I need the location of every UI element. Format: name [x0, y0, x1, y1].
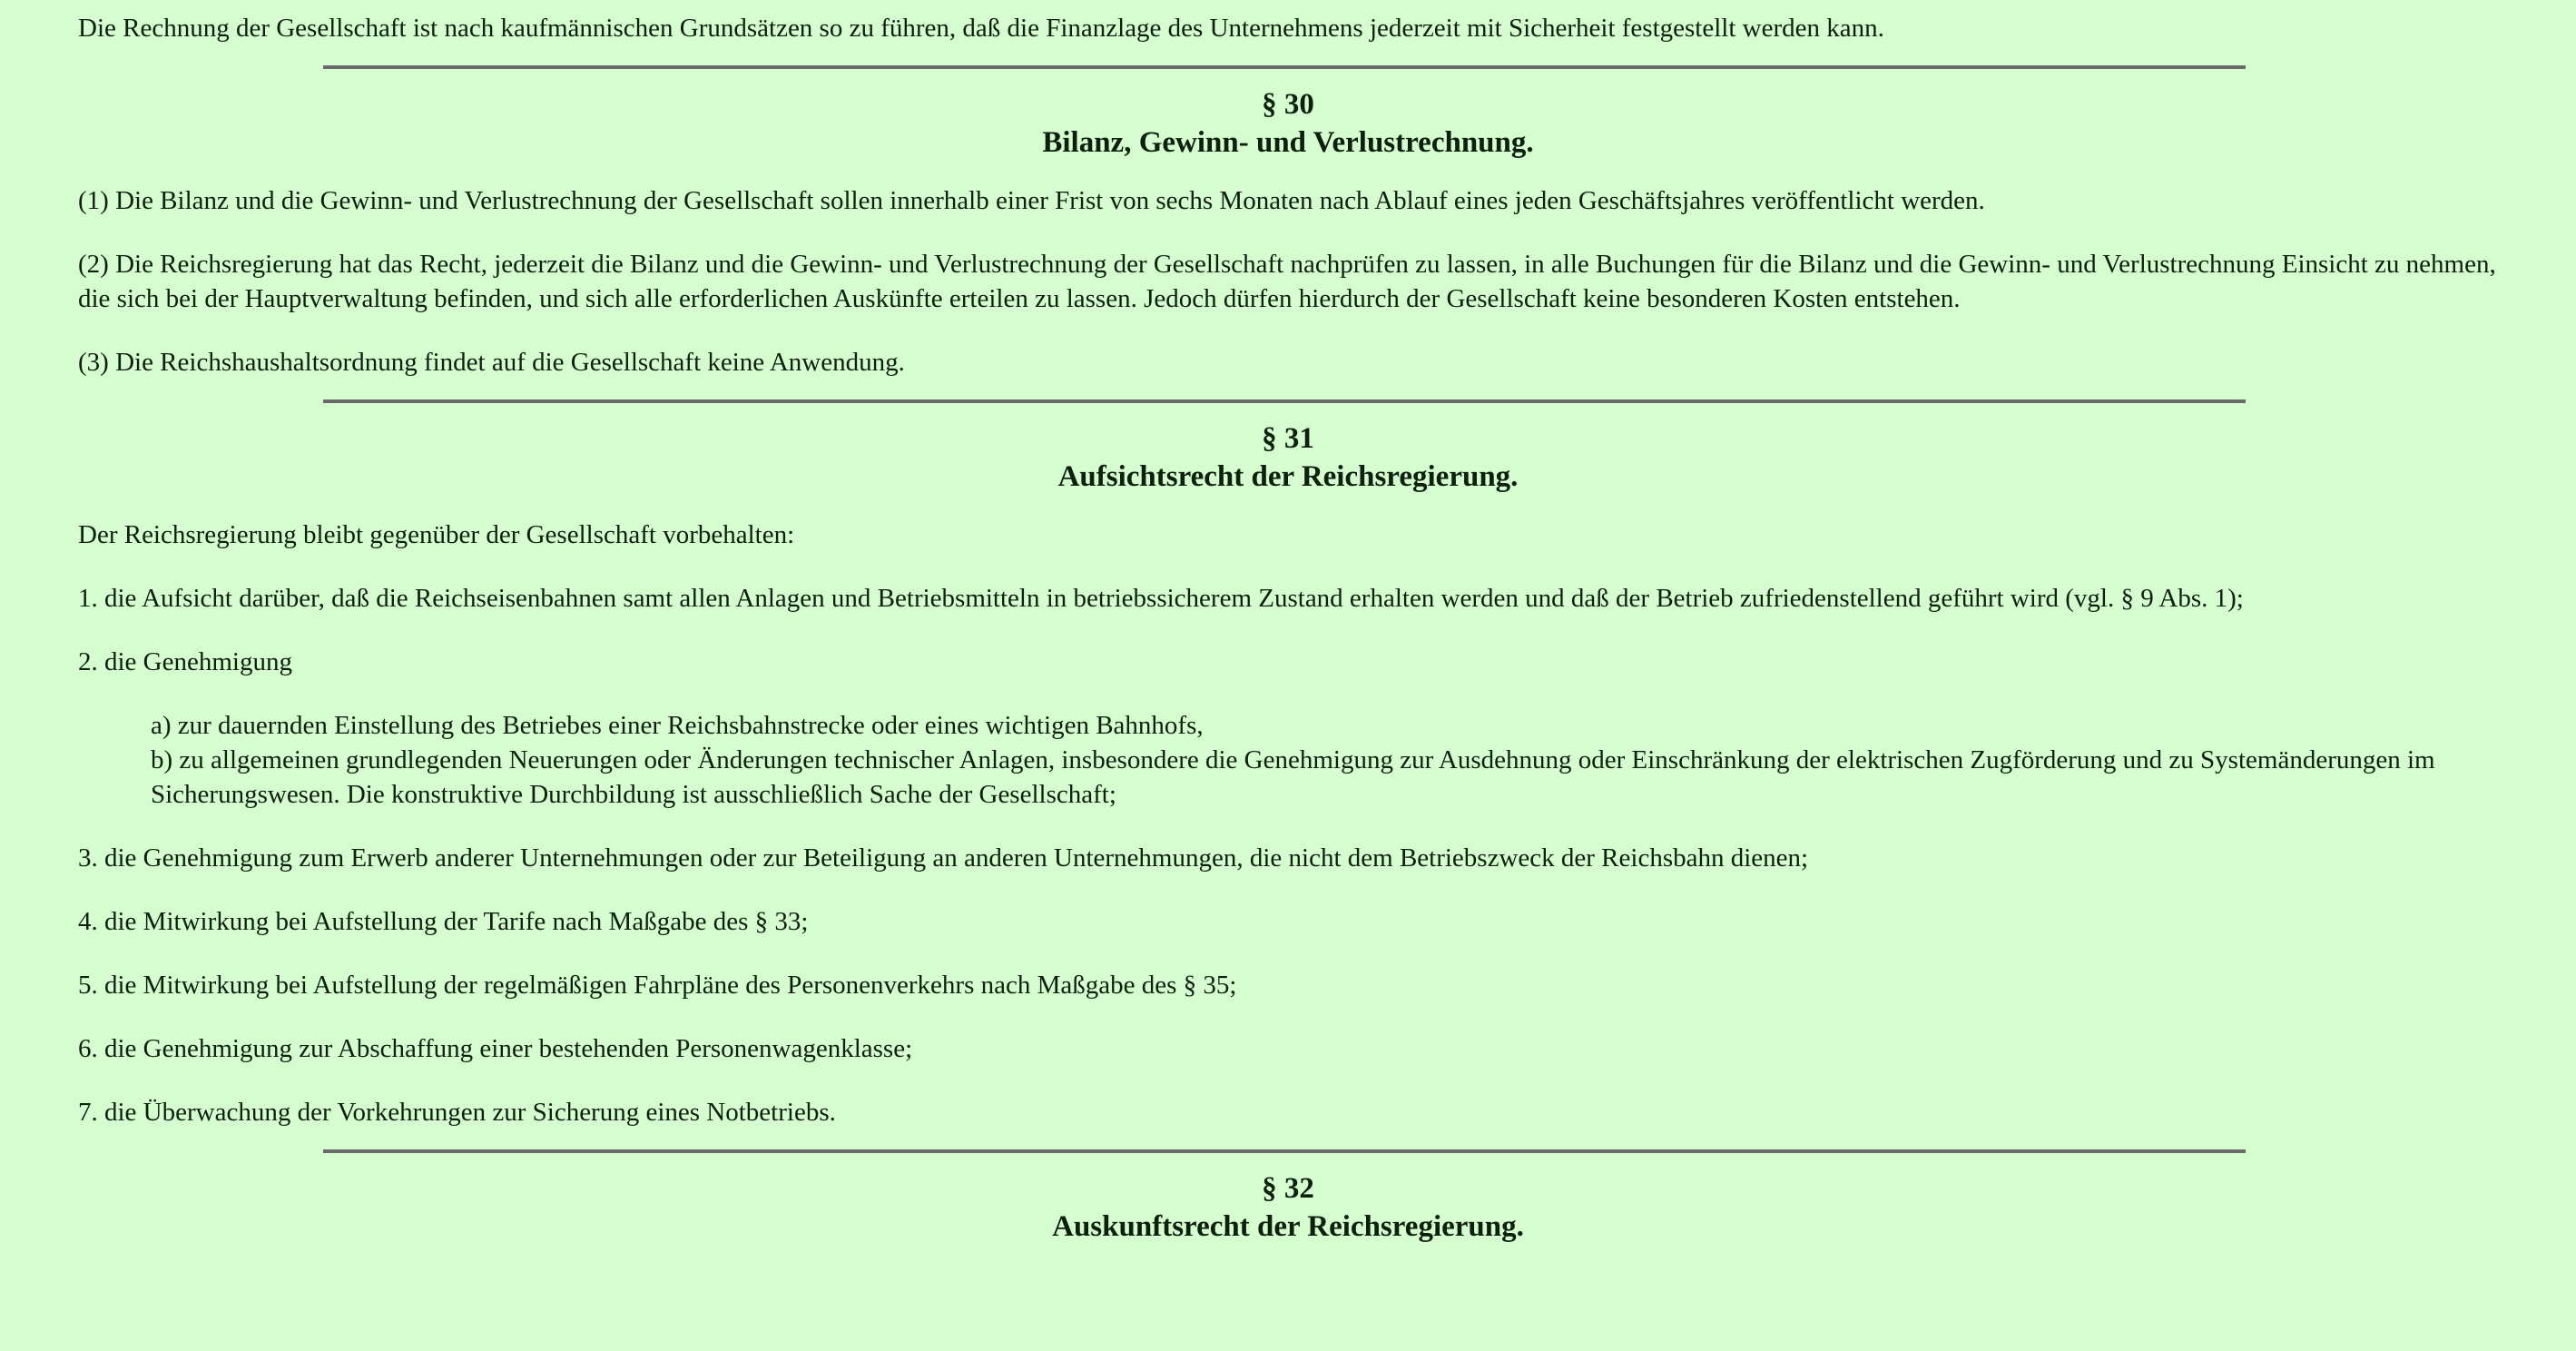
section-31-lead: Der Reichsregierung bleibt gegenüber der Gesellschaft vorbehalten: [78, 520, 795, 549]
intro-paragraph: Die Rechnung der Gesellschaft ist nach kaufmännischen Grundsätzen so zu führen, daß die Finanzlage des Unternehmens jederzeit mit Sicherheit festgestellt werden kann. [78, 14, 1884, 43]
section-31-item-6: 6. die Genehmigung zur Abschaffung einer bestehenden Personenwagenklasse; [78, 1034, 913, 1063]
section-31-subitems [151, 708, 2498, 812]
section-30-title: Bilanz, Gewinn- und Verlustrechnung. [1042, 126, 1534, 159]
section-32-heading [78, 1169, 2498, 1246]
section-31-subitem-a: a) zur dauernden Einstellung des Betriebes einer Reichsbahnstrecke oder eines wichtigen Bahnhofs, [151, 711, 1204, 740]
section-32-title: Auskunftsrecht der Reichsregierung. [1052, 1210, 1524, 1243]
section-31-item-3: 3. die Genehmigung zum Erwerb anderer Unternehmungen oder zur Beteiligung an anderen Unternehmungen, die nicht dem Betriebszweck der Reichsbahn dienen; [78, 843, 1809, 873]
section-31-title: Aufsichtsrecht der Reichsregierung. [1057, 460, 1519, 493]
section-31-item-2: 2. die Genehmigung [78, 647, 292, 676]
section-30-number: § 30 [1262, 88, 1314, 121]
section-30-paragraph-2: (2) Die Reichsregierung hat das Recht, jederzeit die Bilanz und die Gewinn- und Verlustrechnung der Gesellschaft nachprüfen zu lassen, in alle Buchungen für die Bilanz und die Gewinn- und Verlustrechnung Einsicht zu nehmen, die sich bei der Hauptverwaltung befinden, und sich alle erforderlichen Auskünfte erteilen zu lassen. Jedoch dürfen hierdurch der Gesellschaft keine besonderen Kosten entstehen. [78, 250, 2496, 313]
section-31-item-5: 5. die Mitwirkung bei Aufstellung der regelmäßigen Fahrpläne des Personenverkehrs nach Maßgabe des § 35; [78, 971, 1237, 1000]
section-30-paragraph-1: (1) Die Bilanz und die Gewinn- und Verlustrechnung der Gesellschaft sollen innerhalb einer Frist von sechs Monaten nach Ablauf eines jeden Geschäftsjahres veröffentlicht werden. [78, 186, 1985, 215]
section-31-item-1: 1. die Aufsicht darüber, daß die Reichseisenbahnen samt allen Anlagen und Betriebsmitteln in betriebssicherem Zustand erhalten werden und daß der Betrieb zufriedenstellend geführt wird (vgl. § 9 Abs. 1); [78, 584, 2244, 613]
section-divider [323, 399, 2246, 403]
section-31-number: § 31 [1262, 422, 1314, 455]
section-32-number: § 32 [1262, 1172, 1314, 1205]
section-31-item-4: 4. die Mitwirkung bei Aufstellung der Tarife nach Maßgabe des § 33; [78, 907, 809, 936]
section-divider [323, 1149, 2246, 1153]
section-31-heading [78, 419, 2498, 496]
section-31-subitem-b: b) zu allgemeinen grundlegenden Neuerungen oder Änderungen technischer Anlagen, insbesondere die Genehmigung zur Ausdehnung oder Einschränkung der elektrischen Zugförderung und zu Systemänderungen im Sicherungswesen. Die konstruktive Durchbildung ist ausschließlich Sache der Gesellschaft; [151, 745, 2435, 809]
section-30-heading [78, 85, 2498, 162]
section-divider [323, 65, 2246, 69]
section-31-item-7: 7. die Überwachung der Vorkehrungen zur Sicherung eines Notbetriebs. [78, 1098, 836, 1127]
section-30-paragraph-3: (3) Die Reichshaushaltsordnung findet auf die Gesellschaft keine Anwendung. [78, 348, 905, 377]
